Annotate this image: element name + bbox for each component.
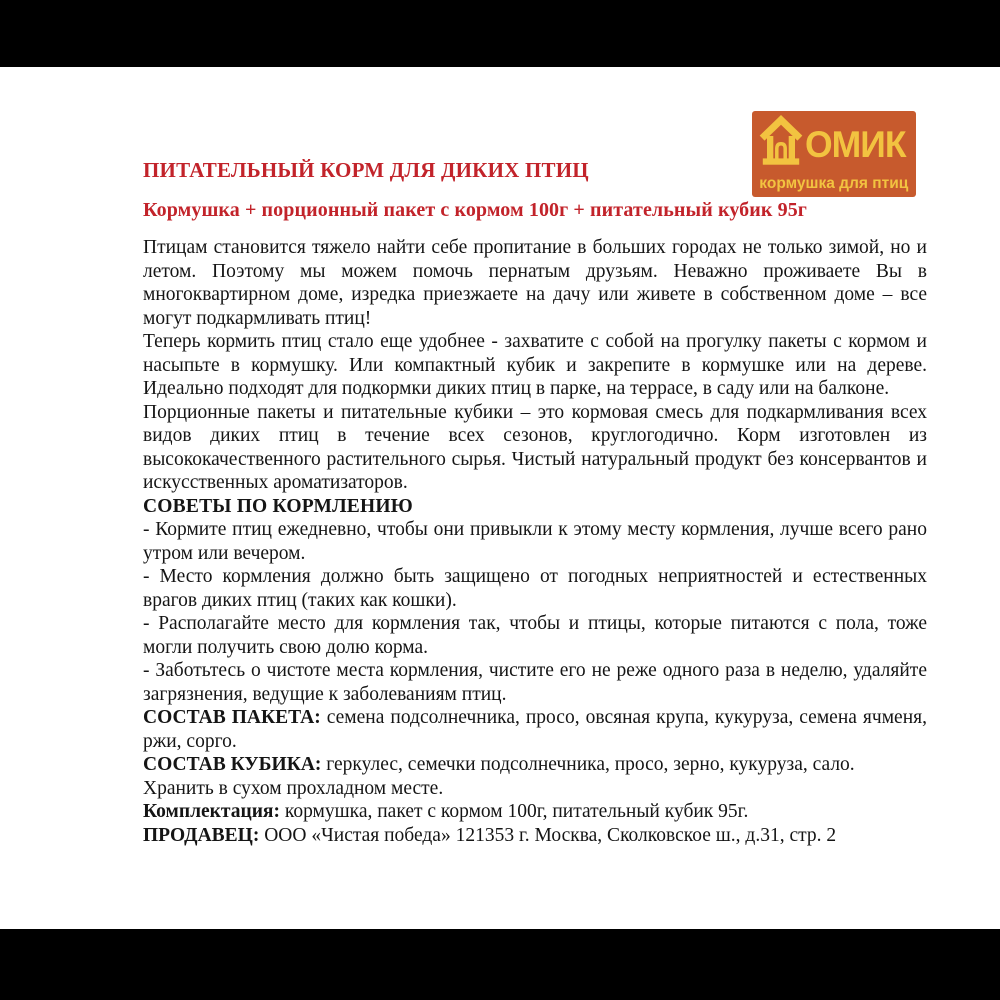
feeding-tip-item-1: - Кормите птиц ежедневно, чтобы они привыкли к этому месту кормления, лучше всего рано утром или вечером. xyxy=(143,519,927,564)
intro-paragraph-3: Порционные пакеты и питательные кубики – это кормовая смесь для подкармливания всех видов диких птиц в течение всех сезонов, круглогодично. Корм изготовлен из высококачественного растительного сырья. Чистый натуральный продукт без консервантов и искусственных ароматизаторов. xyxy=(143,401,927,493)
logo-tagline: кормушка для птиц xyxy=(759,175,909,192)
seller-label: ПРОДАВЕЦ: xyxy=(143,824,260,846)
packet-composition-line xyxy=(143,706,927,753)
letterbox-top-bar xyxy=(0,0,1000,67)
cube-composition-text: геркулес, семечки подсолнечника, просо, зерно, кукуруза, сало. xyxy=(321,754,855,775)
packet-composition-text: семена подсолнечника, просо, овсяная крупа, кукуруза, семена ячменя, ржи, сорго. xyxy=(143,707,927,752)
house-icon xyxy=(758,115,804,171)
seller-line xyxy=(143,824,927,848)
description-text xyxy=(143,236,927,847)
seller-text: ООО «Чистая победа» 121353 г. Москва, Сколковское ш., д.31, стр. 2 xyxy=(259,824,837,846)
package-contents-label: Комплектация: xyxy=(143,801,280,822)
brand-logo xyxy=(752,111,916,197)
product-title: ПИТАТЕЛЬНЫЙ КОРМ ДЛЯ ДИКИХ ПТИЦ xyxy=(143,158,589,182)
intro-paragraph-1: Птицам становится тяжело найти себе пропитание в больших городах не только зимой, но и летом. Поэтому мы можем помочь пернатым друзьям. Неважно проживаете Вы в многоквартирном доме, изредка приезжаете на дачу или живете в собственном доме – все могут подкармливать птиц! xyxy=(143,237,927,329)
storage-instructions-line: Хранить в сухом прохладном месте. xyxy=(143,777,444,799)
packet-composition-label: СОСТАВ ПАКЕТА: xyxy=(143,707,321,728)
package-contents-line xyxy=(143,800,927,824)
cube-composition-label: СОСТАВ КУБИКА: xyxy=(143,754,322,775)
letterbox-bottom-bar xyxy=(0,929,1000,1000)
feeding-tip-item-2: - Место кормления должно быть защищено от погодных неприятностей и естественных врагов диких птиц (таких как кошки). xyxy=(143,566,927,611)
logo-wordmark-row xyxy=(758,115,910,171)
feeding-tips-heading: СОВЕТЫ ПО КОРМЛЕНИЮ xyxy=(143,495,413,517)
feeding-tip-item-3: - Располагайте место для кормления так, чтобы и птицы, которые питаются с пола, тоже могли получить свою долю корма. xyxy=(143,613,927,658)
package-contents-text: кормушка, пакет с кормом 100г, питательный кубик 95г. xyxy=(279,801,749,822)
intro-paragraph-2: Теперь кормить птиц стало еще удобнее - захватите с собой на прогулку пакеты с кормом и насыпьте в кормушку. Или компактный кубик и закрепите в кормушке или на дереве. Идеально подходят для подкормки диких птиц в парке, на террасе, в саду или на балконе. xyxy=(143,331,927,399)
feeding-tip-item-4: - Заботьтесь о чистоте места кормления, чистите его не реже одного раза в неделю, удаляйте загрязнения, ведущие к заболеваниям птиц. xyxy=(143,660,927,705)
logo-wordmark: ОМИК xyxy=(805,124,906,165)
cube-composition-line xyxy=(143,753,927,777)
product-subtitle: Кормушка + порционный пакет с кормом 100г + питательный кубик 95г xyxy=(143,199,807,221)
